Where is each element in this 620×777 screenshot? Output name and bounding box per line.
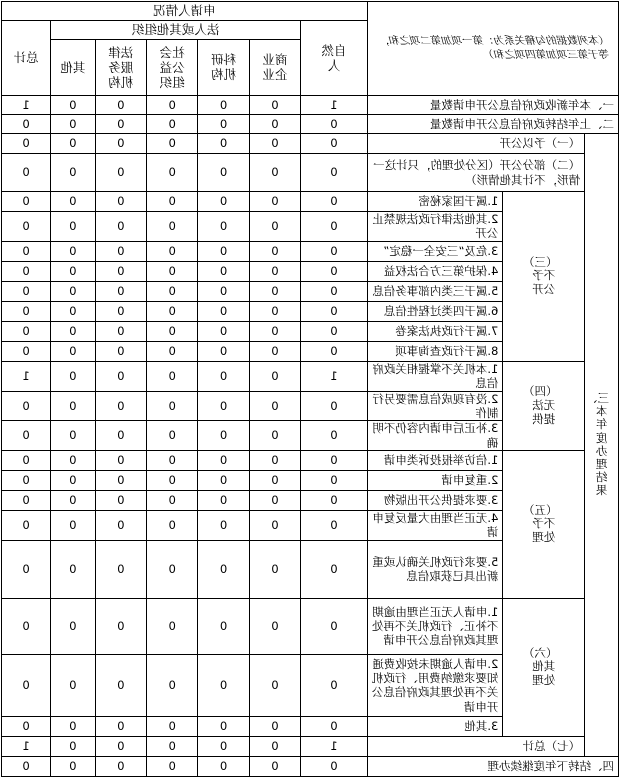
cell-social_welfare: 0 — [146, 598, 197, 654]
row-label: 1.本机关不掌握相关政府信息 — [367, 361, 503, 391]
header-total: 总计 — [2, 21, 51, 96]
cell-natural_person: 0 — [301, 511, 368, 541]
table-row — [2, 598, 619, 654]
header-applicant-situation: 申请人情况 — [2, 2, 368, 21]
cell-legal_service: 0 — [95, 716, 146, 736]
cell-other: 0 — [51, 471, 95, 491]
cell-natural_person: 1 — [301, 96, 368, 115]
cell-research: 0 — [198, 96, 249, 115]
cell-social_welfare: 0 — [146, 471, 197, 491]
cell-commercial: 0 — [249, 321, 300, 341]
cell-total: 0 — [2, 134, 51, 154]
cell-other: 0 — [51, 281, 95, 301]
cell-commercial: 0 — [249, 301, 300, 321]
cell-social_welfare: 0 — [146, 421, 197, 451]
cell-commercial: 0 — [249, 341, 300, 361]
cell-total: 0 — [2, 391, 51, 421]
cell-commercial: 0 — [249, 192, 300, 212]
row-label: 1.信访举报投诉类申请 — [367, 451, 503, 471]
row-label: 8.属于行政查询事项 — [367, 341, 503, 361]
cell-natural_person: 0 — [301, 756, 368, 776]
row-label: 5.属于三类内部事务信息 — [367, 281, 503, 301]
row-label: 3.其他 — [367, 716, 503, 736]
cell-research: 0 — [198, 361, 249, 391]
cell-commercial: 0 — [249, 212, 300, 242]
row-label: 1.属于国家秘密 — [367, 192, 503, 212]
cell-natural_person: 0 — [301, 341, 368, 361]
cell-social_welfare: 0 — [146, 654, 197, 716]
cell-commercial: 0 — [249, 491, 300, 511]
cell-other: 0 — [51, 361, 95, 391]
cell-legal_service: 0 — [95, 391, 146, 421]
cell-commercial: 0 — [249, 598, 300, 654]
cell-natural_person: 0 — [301, 598, 368, 654]
cell-research: 0 — [198, 281, 249, 301]
table-row — [2, 736, 619, 756]
cell-research: 0 — [198, 212, 249, 242]
cell-commercial: 0 — [249, 716, 300, 736]
group-label-g5: （五）不予处理 — [503, 451, 585, 599]
cell-natural_person: 1 — [301, 736, 368, 756]
cell-natural_person: 0 — [301, 115, 368, 134]
cell-total: 0 — [2, 491, 51, 511]
table-row — [2, 192, 619, 212]
section-3-label: 三、本年度办理结果 — [585, 134, 619, 757]
row-label: 二、上年结转政府信息公开申请数量 — [367, 115, 618, 134]
cell-commercial: 0 — [249, 261, 300, 281]
cell-commercial: 0 — [249, 451, 300, 471]
cell-legal_service: 0 — [95, 241, 146, 261]
cell-other: 0 — [51, 421, 95, 451]
cell-social_welfare: 0 — [146, 212, 197, 242]
cell-other: 0 — [51, 115, 95, 134]
row-label: 6.属于四类过程性信息 — [367, 301, 503, 321]
header-legal-service: 法律服务机构 — [95, 40, 146, 96]
cell-social_welfare: 0 — [146, 361, 197, 391]
cell-commercial: 0 — [249, 540, 300, 598]
cell-social_welfare: 0 — [146, 511, 197, 541]
header-social-welfare: 社会公益组织 — [146, 40, 197, 96]
cell-social_welfare: 0 — [146, 96, 197, 115]
cell-total: 0 — [2, 716, 51, 736]
cell-legal_service: 0 — [95, 115, 146, 134]
cell-legal_service: 0 — [95, 756, 146, 776]
table-row — [2, 451, 619, 471]
cell-total: 0 — [2, 241, 51, 261]
cell-social_welfare: 0 — [146, 716, 197, 736]
cell-other: 0 — [51, 511, 95, 541]
row-label: 3.要求提供公开出版物 — [367, 491, 503, 511]
table-row — [2, 154, 619, 192]
cell-social_welfare: 0 — [146, 192, 197, 212]
cell-natural_person: 0 — [301, 716, 368, 736]
cell-commercial: 0 — [249, 361, 300, 391]
cell-social_welfare: 0 — [146, 540, 197, 598]
cell-other: 0 — [51, 134, 95, 154]
cell-total: 0 — [2, 421, 51, 451]
row-label: 7.属于行政执法案卷 — [367, 321, 503, 341]
header-legal-org: 法人或其他组织 — [51, 21, 301, 40]
table-row — [2, 756, 619, 776]
cell-social_welfare: 0 — [146, 341, 197, 361]
cell-natural_person: 0 — [301, 421, 368, 451]
cell-total: 1 — [2, 361, 51, 391]
cell-legal_service: 0 — [95, 598, 146, 654]
cell-natural_person: 0 — [301, 540, 368, 598]
cell-other: 0 — [51, 192, 95, 212]
cell-research: 0 — [198, 261, 249, 281]
cell-social_welfare: 0 — [146, 261, 197, 281]
cell-research: 0 — [198, 115, 249, 134]
cell-other: 0 — [51, 96, 95, 115]
cell-social_welfare: 0 — [146, 451, 197, 471]
cell-research: 0 — [198, 598, 249, 654]
cell-other: 0 — [51, 598, 95, 654]
cell-legal_service: 0 — [95, 451, 146, 471]
cell-commercial: 0 — [249, 241, 300, 261]
table-row — [2, 134, 619, 154]
table-row — [2, 96, 619, 115]
row-label: 3.危及“三安全一稳定” — [367, 241, 503, 261]
cell-other: 0 — [51, 241, 95, 261]
cell-commercial: 0 — [249, 654, 300, 716]
row-label: 5.要求行政机关确认或重新出具已获取信息 — [367, 540, 503, 598]
cell-natural_person: 0 — [301, 192, 368, 212]
cell-natural_person: 0 — [301, 471, 368, 491]
cell-natural_person: 0 — [301, 212, 368, 242]
cell-research: 0 — [198, 341, 249, 361]
cell-natural_person: 0 — [301, 491, 368, 511]
cell-total: 1 — [2, 96, 51, 115]
cell-legal_service: 0 — [95, 540, 146, 598]
cell-research: 0 — [198, 471, 249, 491]
row-label: 2.没有现成信息需要另行制作 — [367, 391, 503, 421]
cell-total: 0 — [2, 281, 51, 301]
cell-social_welfare: 0 — [146, 301, 197, 321]
cell-total: 0 — [2, 471, 51, 491]
row-label: 1.申请人无正当理由逾期不补正、行政机关不再处理其政府信息公开申请 — [367, 598, 503, 654]
cell-total: 0 — [2, 212, 51, 242]
cell-legal_service: 0 — [95, 491, 146, 511]
cell-total: 0 — [2, 598, 51, 654]
header-commercial: 商业企业 — [249, 40, 300, 96]
cell-research: 0 — [198, 736, 249, 756]
cell-commercial: 0 — [249, 115, 300, 134]
cell-other: 0 — [51, 261, 95, 281]
cell-total: 0 — [2, 321, 51, 341]
header-other: 其他 — [51, 40, 95, 96]
cell-natural_person: 0 — [301, 301, 368, 321]
cell-other: 0 — [51, 540, 95, 598]
cell-research: 0 — [198, 654, 249, 716]
cell-legal_service: 0 — [95, 321, 146, 341]
cell-total: 0 — [2, 154, 51, 192]
cell-legal_service: 0 — [95, 421, 146, 451]
cell-legal_service: 0 — [95, 154, 146, 192]
cell-total: 0 — [2, 115, 51, 134]
cell-total: 1 — [2, 736, 51, 756]
row-label: （二）部分公开（区分处理的，只计这一情形，不计其他情形） — [367, 154, 584, 192]
cell-research: 0 — [198, 134, 249, 154]
cell-natural_person: 0 — [301, 134, 368, 154]
cell-legal_service: 0 — [95, 471, 146, 491]
cell-other: 0 — [51, 341, 95, 361]
cell-research: 0 — [198, 540, 249, 598]
cell-social_welfare: 0 — [146, 736, 197, 756]
cell-natural_person: 1 — [301, 361, 368, 391]
cell-legal_service: 0 — [95, 134, 146, 154]
cell-social_welfare: 0 — [146, 756, 197, 776]
cell-legal_service: 0 — [95, 261, 146, 281]
cell-other: 0 — [51, 491, 95, 511]
cell-research: 0 — [198, 301, 249, 321]
cell-social_welfare: 0 — [146, 154, 197, 192]
row-label: 2.重复申请 — [367, 471, 503, 491]
cell-research: 0 — [198, 391, 249, 421]
cell-social_welfare: 0 — [146, 321, 197, 341]
cell-other: 0 — [51, 736, 95, 756]
cell-legal_service: 0 — [95, 654, 146, 716]
row-label: 4.无正当理由大量反复申请 — [367, 511, 503, 541]
cell-legal_service: 0 — [95, 341, 146, 361]
table-row — [2, 115, 619, 134]
cell-legal_service: 0 — [95, 511, 146, 541]
cell-total: 0 — [2, 540, 51, 598]
cell-legal_service: 0 — [95, 96, 146, 115]
table-row — [2, 361, 619, 391]
cell-research: 0 — [198, 421, 249, 451]
cell-total: 0 — [2, 261, 51, 281]
row-label: 2.申请人逾期未按收费通知要求缴纳费用、行政机关不再处理其政府信息公开申请 — [367, 654, 503, 716]
cell-research: 0 — [198, 511, 249, 541]
row-label: 四、结转下年度继续办理 — [367, 756, 618, 776]
cell-legal_service: 0 — [95, 361, 146, 391]
cell-social_welfare: 0 — [146, 241, 197, 261]
cell-commercial: 0 — [249, 421, 300, 451]
cell-commercial: 0 — [249, 96, 300, 115]
cell-natural_person: 0 — [301, 281, 368, 301]
cell-commercial: 0 — [249, 471, 300, 491]
header-research: 科研机构 — [198, 40, 249, 96]
row-label: 一、本年新收政府信息公开申请数量 — [367, 96, 618, 115]
row-label: （一）予以公开 — [367, 134, 584, 154]
cell-commercial: 0 — [249, 391, 300, 421]
cell-social_welfare: 0 — [146, 134, 197, 154]
cell-other: 0 — [51, 756, 95, 776]
row-label: 2.其他法律行政法规禁止公开 — [367, 212, 503, 242]
cell-total: 0 — [2, 192, 51, 212]
group-label-g3: （三）不予公开 — [503, 192, 585, 362]
cell-legal_service: 0 — [95, 281, 146, 301]
header-natural-person: 自然人 — [301, 21, 368, 96]
cell-commercial: 0 — [249, 134, 300, 154]
cell-research: 0 — [198, 192, 249, 212]
cell-total: 0 — [2, 511, 51, 541]
cell-research: 0 — [198, 241, 249, 261]
cell-commercial: 0 — [249, 154, 300, 192]
cell-other: 0 — [51, 451, 95, 471]
cell-total: 0 — [2, 301, 51, 321]
cell-other: 0 — [51, 212, 95, 242]
cell-other: 0 — [51, 654, 95, 716]
row-label: 3.补正后申请内容仍不明确 — [367, 421, 503, 451]
cell-natural_person: 0 — [301, 451, 368, 471]
cell-other: 0 — [51, 716, 95, 736]
cell-other: 0 — [51, 154, 95, 192]
cell-natural_person: 0 — [301, 241, 368, 261]
cell-social_welfare: 0 — [146, 115, 197, 134]
cell-research: 0 — [198, 491, 249, 511]
disclosure-statistics-table — [1, 1, 619, 777]
cell-total: 0 — [2, 756, 51, 776]
cell-natural_person: 0 — [301, 391, 368, 421]
cell-research: 0 — [198, 154, 249, 192]
cell-natural_person: 0 — [301, 321, 368, 341]
group-label-g6: （六）其他处理 — [503, 598, 585, 736]
cell-other: 0 — [51, 301, 95, 321]
cell-total: 0 — [2, 341, 51, 361]
cell-natural_person: 0 — [301, 154, 368, 192]
cell-other: 0 — [51, 391, 95, 421]
cell-total: 0 — [2, 451, 51, 471]
cell-legal_service: 0 — [95, 192, 146, 212]
row-label: 4.保护第三方合法权益 — [367, 261, 503, 281]
cell-commercial: 0 — [249, 511, 300, 541]
cell-total: 0 — [2, 654, 51, 716]
row-label: （七）总计 — [367, 736, 584, 756]
cell-natural_person: 0 — [301, 654, 368, 716]
header-note: （本列数据的勾稽关系为：第一项加第二项之和，等于第三项加第四项之和） — [367, 2, 618, 96]
group-label-g4: （四）无法提供 — [503, 361, 585, 450]
cell-research: 0 — [198, 321, 249, 341]
cell-research: 0 — [198, 716, 249, 736]
cell-social_welfare: 0 — [146, 391, 197, 421]
cell-legal_service: 0 — [95, 212, 146, 242]
cell-legal_service: 0 — [95, 736, 146, 756]
cell-research: 0 — [198, 451, 249, 471]
cell-social_welfare: 0 — [146, 281, 197, 301]
cell-commercial: 0 — [249, 756, 300, 776]
cell-commercial: 0 — [249, 736, 300, 756]
cell-legal_service: 0 — [95, 301, 146, 321]
cell-commercial: 0 — [249, 281, 300, 301]
cell-natural_person: 0 — [301, 261, 368, 281]
cell-research: 0 — [198, 756, 249, 776]
cell-other: 0 — [51, 321, 95, 341]
cell-social_welfare: 0 — [146, 491, 197, 511]
